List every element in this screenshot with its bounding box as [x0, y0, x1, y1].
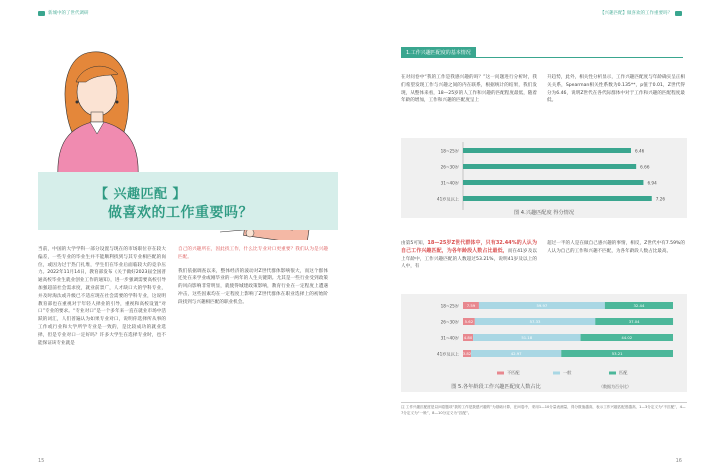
- left-col2-highlight: 自己的兴趣所在，因此找工作，什么比专业对口更重要？我们认为是兴趣匹配。: [178, 247, 328, 260]
- chart4-category-label: 18~25岁: [440, 148, 459, 154]
- chart5-value-label: 53.21: [611, 351, 623, 357]
- chart5-legend-swatch: [553, 372, 560, 375]
- chart4-category-label: 26~30岁: [440, 164, 459, 170]
- right-para2-col1: [401, 240, 537, 271]
- logo-icon: [675, 11, 682, 16]
- para2-highlight: 18—25岁Z世代群体中，只有32.44%的人认为自己工作兴趣匹配，为各年龄段人数占比最低，: [401, 240, 537, 254]
- chart5-legend-label: 不匹配: [507, 370, 520, 375]
- chart5-value-label: 7.59: [466, 303, 476, 309]
- chart5-category-label: 41岁及以上: [436, 351, 459, 357]
- right-para1-col1: 在对问卷中“我的工作是我感兴趣的吗？”这一问题进行分析时，我们希望发现工作与兴趣之间的内在联系，根据统计的结果，我们发现，从整体来看，18—25岁的人工作和兴趣的匹配程度最低，随着年龄的增加，工作和兴趣的匹配度呈上: [401, 75, 537, 104]
- chart5-legend-label: 一般: [563, 370, 572, 375]
- chart5-value-label: 57.33: [529, 319, 541, 325]
- left-col2-text: 我们依据调查以来，整体经济的波动对Z世代群体影响很大，而这个群体还处在来学业或刚毕业的一两年的人生关键期。尤其是一些行业受到政策的风向影响非常明显，就使得城建政策影响，教育行业在一定程度上遭遇冲击，这些因素均在一定程度上影响了Z世代群体在职业选择上的初始阶段找到与兴趣相匹配的职业机会。: [178, 268, 328, 305]
- chart4-panel: [401, 138, 687, 218]
- chart4-bar: [463, 196, 652, 201]
- chart5-value-label: 4.80: [463, 335, 473, 341]
- right-para1-col2: 升趋势，此外，相关性分析显示，工作兴趣匹配度与年龄确实呈正相关关系，Spearman相关性系数为0.135**，p值于0.01，Z世代得分为6.46，说明Z世代在各代际群体中对于工作和兴趣的匹配程度最低。: [547, 75, 685, 104]
- chart5-legend-label: 匹配: [619, 370, 628, 375]
- chart4-bar: [463, 164, 636, 169]
- chart5-value-label: 3.82: [462, 351, 472, 357]
- para2-tail: 而在41岁及以上年龄中，工作兴趣匹配的人数超过53.21%，说明41岁及以上的人中，有: [401, 248, 537, 270]
- chart4-caption: 图 4.兴趣匹配度 得分情况: [513, 210, 575, 216]
- chart5-value-label: 51.18: [521, 335, 533, 341]
- right-page-number: 16: [675, 458, 682, 464]
- para2-lead: 由第5可知，: [401, 241, 428, 246]
- chart5-value-label: 42.97: [510, 351, 522, 357]
- chart4-value-label: 6.94: [647, 180, 657, 186]
- chart5-legend-swatch: [609, 372, 616, 375]
- logo-icon: [38, 11, 45, 16]
- chart5-category-label: 31~40岁: [440, 335, 459, 341]
- section-rule: [401, 57, 683, 58]
- chart5-category-label: 26~30岁: [440, 319, 459, 325]
- chart5-value-label: 5.62: [464, 319, 474, 325]
- chart5-panel: [401, 294, 687, 392]
- chart5-value-label: 37.04: [628, 319, 640, 325]
- chart5-caption: 图 5.各年龄段工作兴趣匹配度人数占比: [451, 384, 541, 390]
- chart4-bar: [463, 180, 643, 185]
- chart4-svg: [401, 138, 687, 218]
- chart5-value-label: 44.02: [621, 335, 633, 341]
- right-page: [355, 0, 710, 476]
- chart4-value-label: 6.66: [640, 164, 650, 170]
- left-page-number: 15: [38, 458, 45, 464]
- right-para2-col2: 超过一半的人是在做自己感兴趣的事情，相反，Z世代中有7.59%的人认为自己的工作和兴趣不匹配，为各年龄段人数占比最高。: [547, 241, 685, 254]
- page-title-tag: 【 兴趣匹配 】: [95, 187, 187, 202]
- chart5-svg: [401, 294, 687, 392]
- left-col2: [178, 246, 328, 307]
- chart4-value-label: 7.26: [655, 196, 666, 202]
- chart5-unit-note: （数据为百分比）: [599, 384, 631, 389]
- left-header-title: 新城中的了世代调研: [48, 11, 89, 16]
- footnote: 注 工作兴趣匹配度是以问卷题项“我的工作是我感兴趣的”为基础计算，在问卷中，采用1—10分量表测量，得分数值越高，表示工作兴趣匹配度越高，1—3分定义为“不匹配”，4—7分定义为“一般”，8—10分定义为“匹配”。: [401, 405, 686, 415]
- chart4-category-label: 31~40岁: [440, 180, 459, 186]
- page-title: 做喜欢的工作重要吗？: [108, 205, 253, 221]
- chart5-value-label: 59.97: [536, 303, 548, 309]
- chart5-category-label: 18~25岁: [440, 303, 459, 309]
- note-rule: [401, 402, 687, 403]
- chart4-value-label: 6.46: [634, 148, 645, 154]
- chart4-bar: [463, 148, 631, 153]
- section-label: 1.工作兴趣匹配度的基本情况: [401, 47, 476, 58]
- chart4-category-label: 41岁及以上: [436, 196, 459, 202]
- left-header: [38, 10, 89, 16]
- left-col1: 当前，中国的大学学科一部分设置与现在的市场职位存在较大偏差，一些专业的毕业生并不能顺利找到与其专业相匹配的岗位，或因为过于热门扎堆，学生们在毕业后面临较大的竞争压力。2022年11月14日，教育部发布《关于做好2023届全国普通高校毕业生就业创业工作的通知》，进一步强调需要高校引导加强超前社会需求度，就业前景广，人才缺口大的学科专业，并及时淘汰或升级已不适应现在社会需要的学科专业，这说明教育部也在重视对于年轻人择业的引导，重视和高校设置“对口”专业的要求。“专业对口”是一个多年来一直在就业市场中活跃的词汇，人们普遍认为如果专业对口，说明你选择所从事的工作或行业和大学所学专业是一致的，是比较成功的就业选择，但是专业对口一定好吗？许多大学生在选择专业时，也不能保证该专业就是: [38, 247, 166, 346]
- chart5-legend-swatch: [497, 372, 504, 375]
- right-header: [600, 10, 682, 16]
- right-header-title: 【兴趣匹配】做喜欢的工作重要吗？: [600, 11, 672, 16]
- chart5-value-label: 32.44: [633, 303, 645, 309]
